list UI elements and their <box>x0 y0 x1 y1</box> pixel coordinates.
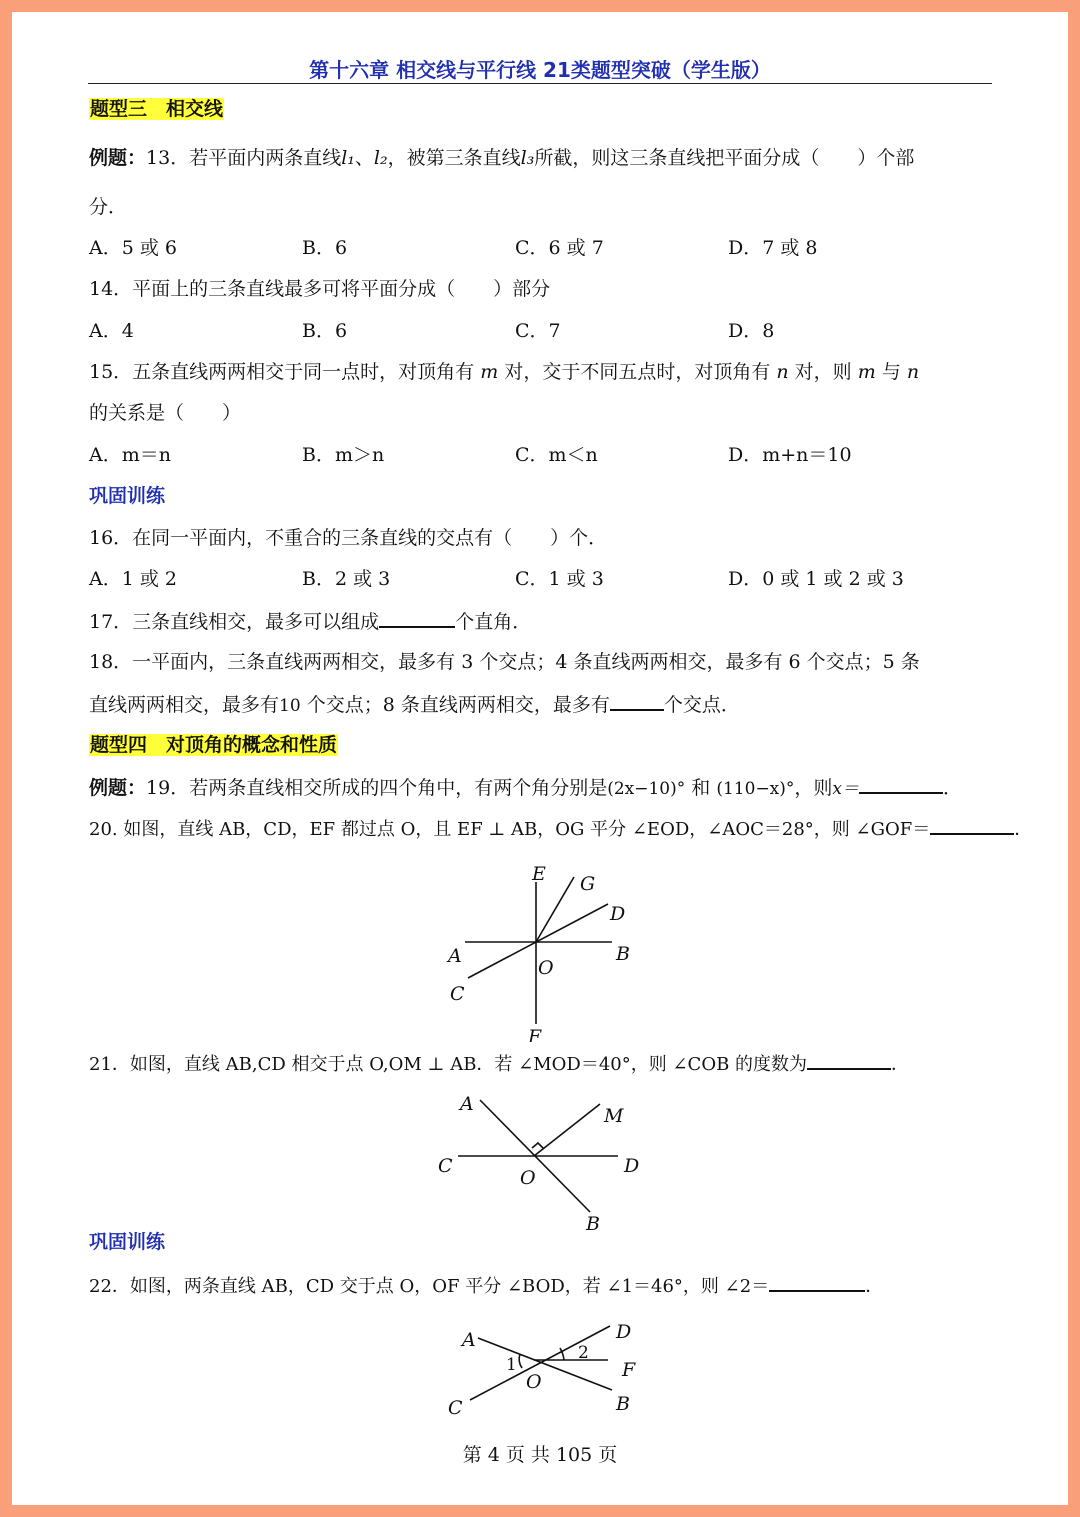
q13-l2: l₂ <box>373 147 388 169</box>
q18-num: 10 <box>279 696 301 716</box>
q14-option-b: B．6 <box>302 320 348 342</box>
label-a: A <box>462 1329 476 1351</box>
section3-title: 题型三 相交线 <box>90 98 224 120</box>
label-f: F <box>528 1026 542 1042</box>
label-f: F <box>622 1359 636 1381</box>
section-title <box>89 96 994 122</box>
example-prefix-2: 例题： <box>89 777 147 799</box>
q18-answer-blank[interactable] <box>610 691 664 711</box>
section-title-4 <box>89 732 994 758</box>
q20-answer-blank[interactable] <box>930 815 1014 835</box>
q14-option-a: A．4 <box>89 320 134 342</box>
q21-text: 21．如图，直线 AB,CD 相交于点 O,OM ⊥ AB．若 ∠MOD＝40°，则 ∠COB 的度数为 <box>89 1054 808 1075</box>
example-prefix: 例题： <box>89 147 147 169</box>
q17-text-b: 个直角． <box>455 611 532 633</box>
label-a: A <box>460 1093 474 1115</box>
q13-option-d: D．7 或 8 <box>728 237 818 259</box>
page-header: 第十六章 相交线与平行线 21类题型突破（学生版） <box>309 58 771 82</box>
q15-m2: m <box>857 361 876 383</box>
label-a: A <box>448 945 462 967</box>
question-15 <box>89 359 994 385</box>
q21-end: ． <box>891 1054 910 1075</box>
question-20 <box>89 815 1033 843</box>
q15-option-d: D．m+n＝10 <box>728 444 852 466</box>
q19-x: x＝ <box>832 779 860 799</box>
q19-expr2: (110−x)° <box>716 779 795 799</box>
q13-option-a: A．5 或 6 <box>89 237 177 259</box>
q15-option-c: C．m＜n <box>515 444 598 466</box>
question-16: 16．在同一平面内，不重合的三条直线的交点有（ ）个． <box>89 527 608 549</box>
figure-20 <box>440 852 660 1042</box>
q22-answer-blank[interactable] <box>769 1272 865 1292</box>
question-17 <box>89 608 994 635</box>
question-13 <box>89 145 994 171</box>
section4-title: 题型四 对顶角的概念和性质 <box>90 734 338 756</box>
q15-option-b: B．m＞n <box>302 444 385 466</box>
line-ab <box>478 1338 612 1390</box>
q13-option-c: C．6 或 7 <box>515 237 604 259</box>
label-d: D <box>610 903 626 925</box>
label-d: D <box>624 1155 640 1177</box>
label-2: 2 <box>578 1343 589 1363</box>
q13-l3: l₃ <box>520 147 535 169</box>
figure-21 <box>430 1080 650 1230</box>
q15-n: n <box>776 361 789 383</box>
q15-text-c: 对，则 <box>794 361 852 383</box>
label-m: M <box>604 1105 624 1127</box>
practice-title-2: 巩固训练 <box>89 1231 166 1253</box>
q14-option-d: D．8 <box>728 320 775 342</box>
q22-text: 22．如图，两条直线 AB，CD 交于点 O，OF 平分 ∠BOD，若 ∠1＝46°，则 ∠2＝ <box>89 1276 770 1297</box>
label-c: C <box>450 983 465 1005</box>
label-d: D <box>616 1321 632 1343</box>
page-footer: 第 4 页 共 105 页 <box>462 1444 618 1466</box>
practice-title-1: 巩固训练 <box>89 485 166 507</box>
q13-sep: 、 <box>354 147 374 169</box>
label-e: E <box>532 863 546 885</box>
label-c: C <box>448 1397 463 1419</box>
q13-text-b: ，被第三条直线 <box>387 147 521 169</box>
label-o: O <box>538 957 554 979</box>
question-18-cont <box>89 691 994 719</box>
label-b: B <box>616 1393 630 1415</box>
figure-22 <box>442 1312 652 1422</box>
q21-answer-blank[interactable] <box>807 1050 891 1070</box>
q13-text-a: 13．若平面内两条直线 <box>146 147 342 169</box>
q18-text-d: 个交点． <box>663 694 740 716</box>
q22-end: ． <box>865 1276 884 1297</box>
label-b: B <box>586 1213 600 1230</box>
right-angle-mark <box>532 1143 544 1149</box>
label-o: O <box>526 1371 542 1393</box>
q15-text-a: 15．五条直线两两相交于同一点时，对顶角有 <box>89 361 475 383</box>
label-c: C <box>438 1155 453 1177</box>
label-o: O <box>520 1167 536 1189</box>
q19-answer-blank[interactable] <box>859 774 943 794</box>
q13-option-b: B．6 <box>302 237 348 259</box>
q16-option-b: B．2 或 3 <box>302 568 391 590</box>
label-g: G <box>580 873 596 895</box>
q16-option-a: A．1 或 2 <box>89 568 177 590</box>
label-b: B <box>616 943 630 965</box>
q18-text-c: 个交点；8 条直线两两相交，最多有 <box>306 694 610 716</box>
q17-text-a: 17．三条直线相交，最多可以组成 <box>89 611 380 633</box>
q16-option-c: C．1 或 3 <box>515 568 604 590</box>
q19-and: 和 <box>691 777 711 799</box>
question-13-cont: 分． <box>89 196 128 218</box>
question-22 <box>89 1272 994 1300</box>
q19-expr1: (2x−10)° <box>607 779 686 799</box>
question-18: 18．一平面内，三条直线两两相交，最多有 3 个交点；4 条直线两两相交，最多有 6 个交点；5 条 <box>89 651 920 673</box>
q15-option-a: A．m＝n <box>89 444 171 466</box>
angle-1-arc <box>519 1354 522 1368</box>
header-rule <box>88 83 992 84</box>
q15-text-d: 与 <box>881 361 901 383</box>
question-15-cont: 的关系是（ ） <box>89 402 242 424</box>
q18-text-b: 直线两两相交，最多有 <box>89 694 280 716</box>
q15-n2: n <box>906 361 920 383</box>
q20-end: ． <box>1014 819 1033 840</box>
q19-text-a: 19．若两条直线相交所成的四个角中，有两个角分别是 <box>146 777 608 799</box>
q19-text-b: ，则 <box>794 777 833 799</box>
question-21 <box>89 1050 994 1078</box>
q19-end: ． <box>943 777 963 799</box>
q15-text-b: 对，交于不同五点时，对顶角有 <box>504 361 771 383</box>
q15-m: m <box>480 361 499 383</box>
q17-answer-blank[interactable] <box>379 608 455 628</box>
q20-text: 20. 如图，直线 AB，CD，EF 都过点 O，且 EF ⊥ AB，OG 平分 ∠EOD，∠AOC＝28°，则 ∠GOF＝ <box>89 819 931 840</box>
question-19 <box>89 774 994 802</box>
label-1: 1 <box>506 1355 517 1375</box>
question-14: 14．平面上的三条直线最多可将平面分成（ ）部分 <box>89 278 551 300</box>
q16-option-d: D．0 或 1 或 2 或 3 <box>728 568 904 590</box>
q14-option-c: C．7 <box>515 320 561 342</box>
document-page <box>12 12 1068 1505</box>
q13-text-c: 所截，则这三条直线把平面分成（ ）个部 <box>534 147 915 169</box>
q13-l1: l₁ <box>341 147 355 169</box>
